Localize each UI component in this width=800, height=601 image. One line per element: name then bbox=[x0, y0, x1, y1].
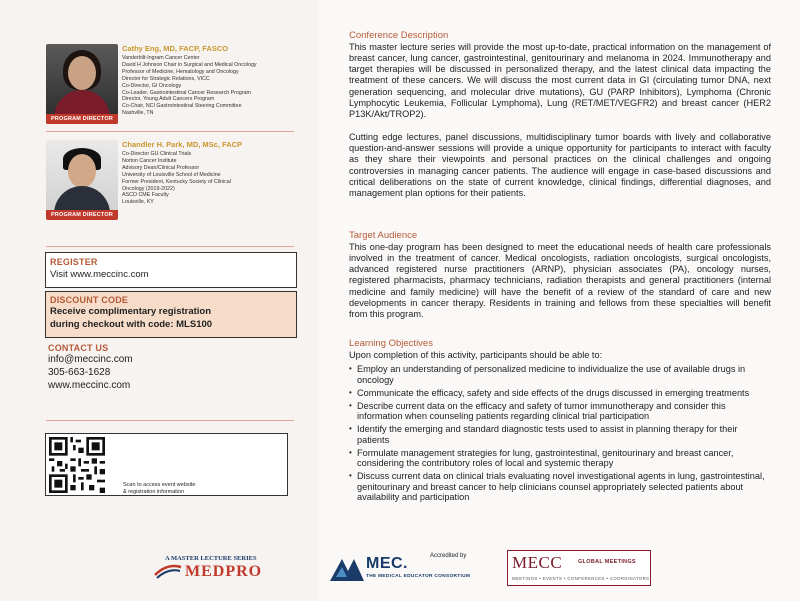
faculty-affiliation: Former President, Kentucky Society of Clinical bbox=[122, 178, 231, 185]
divider bbox=[46, 246, 294, 247]
conference-description-section bbox=[349, 30, 771, 199]
faculty-affiliation: ASCO CME Faculty bbox=[122, 192, 169, 199]
register-link[interactable]: Visit www.meccinc.com bbox=[50, 269, 149, 280]
description-paragraph: Cutting edge lectures, panel discussions, multidisciplinary tumor boards with lively and collaborative question-and-answer sessions will provide a unique opportunity for participants to interact with faculty as they share their viewpoints and personal practices on the clinical challenges and ongoing controversies in managing cancer patients. The audience will engage in case-based discussions and critical deliberations on the state of current knowledge, clinical findings, differential diagnoses, and management plan options for their patients. bbox=[349, 132, 771, 198]
list-item: • Identify the emerging and standard diagnostic tests used to assist in planning therapy for their patients bbox=[349, 424, 771, 445]
contact-email[interactable]: info@meccinc.com bbox=[48, 354, 133, 365]
faculty-affiliation: Norton Cancer Institute bbox=[122, 157, 177, 164]
contact-phone[interactable]: 305-663-1628 bbox=[48, 367, 111, 378]
objectives-intro: Upon completion of this activity, participants should be able to: bbox=[349, 350, 603, 360]
mecc-global-meetings-logo: MECC GLOBAL MEETINGS MEETINGS • EVENTS • CONFERENCES • COORDINATORS bbox=[507, 550, 651, 586]
divider bbox=[46, 420, 294, 421]
discount-line: Receive complimentary registration bbox=[50, 306, 212, 317]
section-heading: Learning Objectives bbox=[349, 338, 433, 349]
faculty-photo bbox=[46, 140, 118, 220]
objectives-list bbox=[349, 364, 771, 503]
qr-code-icon[interactable] bbox=[49, 437, 105, 493]
qr-caption: Scan to access event website & registration information bbox=[123, 482, 196, 495]
medpro-logo: A MASTER LECTURE SERIES MEDPRO bbox=[153, 555, 293, 587]
faculty-affiliation: Director, Young Adult Cancers Program bbox=[122, 96, 215, 103]
faculty-affiliation: Co-Leader, Gastrointestinal Cancer Research Program bbox=[122, 89, 251, 96]
faculty-photo bbox=[46, 44, 118, 124]
register-title: REGISTER bbox=[50, 257, 98, 267]
faculty-affiliation: Director for Strategic Relations, VICC bbox=[122, 75, 210, 82]
audience-paragraph: This one-day program has been designed to meet the educational needs of health care professionals involved in the treatment of cancer. Medical oncologists, radiation oncologists, surgical oncologists, advanced registered nurse practitioners (ARNP), physician associates (PA), oncology nurses, registered pharmacists, pharmacy technicians, radiation therapists and general practitioners (internal medicine and family medicine) will have the benefit of a review of the standard of care and new developments in cancer therapy. Residents in training and fellows from these specialties will benefit from this program. bbox=[349, 242, 771, 319]
faculty-affiliation: Co-Director GU Clinical Trials bbox=[122, 151, 192, 157]
target-audience-section bbox=[349, 230, 771, 320]
qr-box bbox=[45, 433, 288, 496]
contact-section bbox=[48, 343, 288, 392]
faculty-name: Chandler H. Park, MD, MSc, FACP bbox=[122, 140, 243, 149]
discount-title: DISCOUNT CODE bbox=[50, 295, 129, 305]
program-director-tag: PROGRAM DIRECTOR bbox=[46, 114, 118, 124]
section-heading: Conference Description bbox=[349, 30, 449, 41]
list-item: • Formulate management strategies for lung, gastrointestinal, genitourinary and breast cancer, considering the contributory roles of local and systemic therapy bbox=[349, 448, 771, 469]
faculty-affiliation: Co-Chair, NCI Gastrointestinal Steering Committee bbox=[122, 103, 242, 110]
list-item: • Communicate the efficacy, safety and side effects of the drugs discussed in emerging treatments bbox=[349, 388, 771, 399]
divider bbox=[46, 131, 294, 132]
discount-box bbox=[45, 291, 297, 338]
list-item: • Discuss current data on clinical trials evaluating novel investigational agents in lung, gastrointestinal, genitourinary and breast cancer to help clinicians counsel appropriately selected patients about availability and participation bbox=[349, 471, 771, 503]
faculty-affiliation: Co-Director, GI Oncology bbox=[122, 82, 182, 89]
section-heading: Target Audience bbox=[349, 230, 418, 241]
faculty-affiliation: University of Louisville School of Medicine bbox=[122, 171, 221, 178]
faculty-affiliation: Nashville, TN bbox=[122, 110, 154, 117]
swoosh-icon bbox=[153, 561, 183, 579]
mec-mark-icon bbox=[328, 555, 366, 583]
learning-objectives-section bbox=[349, 338, 771, 505]
faculty-name: Cathy Eng, MD, FACP, FASCO bbox=[122, 44, 229, 53]
description-paragraph: This master lecture series will provide the most up-to-date, practical information on the management of breast cancer, lung cancer, gastrointestinal, genitourinary and melanoma in 2024. Immunotherapy and target therapies will be discussed in personalized therapy, and the latest clinical data impacting the treatment of these cancers. We will discuss the most current data in GI (circulating tumor DNA, next generation sequencing, and molecular drive mutations), GU (PARP Inhibitors), Lymphoma (Chronic Lymphocytic Leukemia, Follicular Lymphoma), Lung (RET/MET/VEGFR2) and breast cancer (HER2 P13K/Akt/TROP2). bbox=[349, 42, 771, 119]
contact-title: CONTACT US bbox=[48, 343, 109, 353]
list-item: • Describe current data on the efficacy and safety of tumor immunotherapy and consider this information when counseling patients regarding clinical trial participation bbox=[349, 401, 771, 422]
faculty-affiliation: Oncology (2019-2022) bbox=[122, 185, 175, 192]
faculty-affiliation: Advisory Dean/Clinical Professor bbox=[122, 164, 200, 171]
program-director-tag: PROGRAM DIRECTOR bbox=[46, 210, 118, 220]
contact-website[interactable]: www.meccinc.com bbox=[48, 380, 131, 391]
register-box bbox=[45, 252, 297, 288]
faculty-affiliation: David H Johnson Chair in Surgical and Medical Oncology bbox=[122, 61, 257, 68]
list-item: • Employ an understanding of personalized medicine to individualize the use of available drugs in oncology bbox=[349, 364, 771, 385]
faculty-affiliation: Louisville, KY bbox=[122, 199, 154, 206]
left-panel bbox=[0, 0, 318, 601]
faculty-affiliation: Vanderbilt-Ingram Cancer Center bbox=[122, 55, 200, 61]
discount-code-line: during checkout with code: MLS100 bbox=[50, 319, 213, 330]
mec-logo: MEC. Accredited by THE MEDICAL EDUCATOR CONSORTIUM bbox=[328, 553, 478, 587]
faculty-affiliation: Professor of Medicine, Hematology and Oncology bbox=[122, 68, 239, 75]
